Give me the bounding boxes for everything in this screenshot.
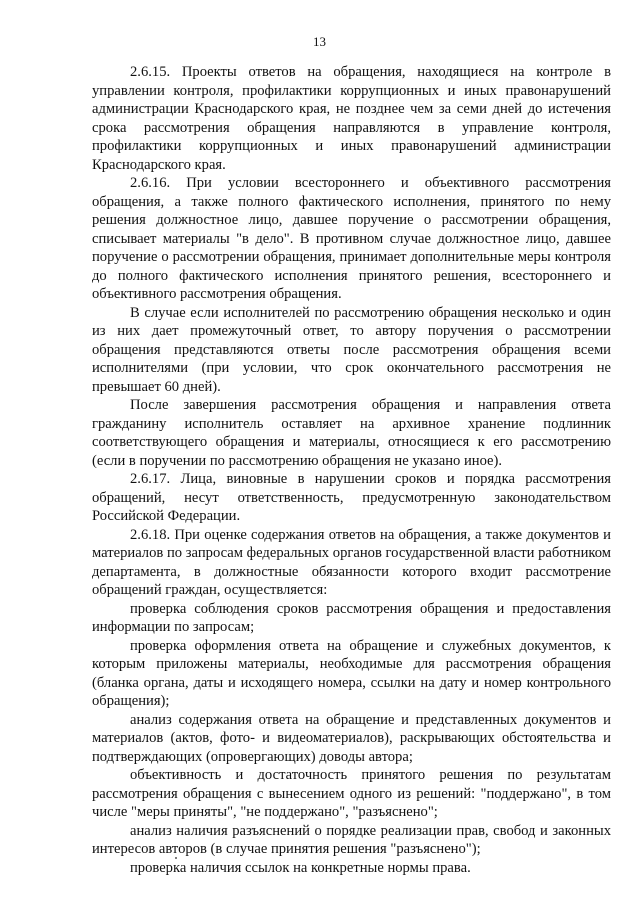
paragraph-2-6-15: 2.6.15. Проекты ответов на обращения, находящиеся на контроле в управлении контроля, профилактики коррупционных и иных правонарушений администрации Краснодарского края, не позднее чем за семи дней до истечения срока рассмотрения обращения направляются в управление контроля, профилактики коррупционных и иных правонарушений администрации Краснодарского края. bbox=[92, 64, 611, 173]
scan-speck bbox=[175, 857, 177, 859]
list-item-decision-objectivity: объективность и достаточность принятого решения по результатам рассмотрения обращения с вынесением одного из решений: "поддержано", в том числе "меры приняты", "не поддержано", "разъяснено"; bbox=[92, 767, 611, 820]
paragraph-2-6-16: 2.6.16. При условии всестороннего и объективного рассмотрения обращения, а также полного фактического исполнения, принятого по нему решения должностное лицо, давшее поручение о рассмотрении обращения, списывает материалы "в дело". В противном случае должностное лицо, давшее поручение о рассмотрении обращения, принимает дополнительные меры контроля до полного фактического исполнения принятого решения, всестороннего и объективного рассмотрения обращения. bbox=[92, 175, 611, 302]
paragraph-multiple-executors: В случае если исполнителей по рассмотрению обращения несколько и один из них дает промежуточный ответ, то автору поручения о рассмотрении обращения представляются ответы после рассмотрения обращения всеми исполнителями (при условии, что срок окончательного рассмотрения не превышает 60 дней). bbox=[92, 304, 611, 395]
list-item-legal-references-check: проверка наличия ссылок на конкретные нормы права. bbox=[130, 859, 471, 876]
paragraph-2-6-18: 2.6.18. При оценке содержания ответов на обращения, а также документов и материалов по запросам федеральных органов государственной власти работником департамента, в должностные обязанности которого входит рассмотрение обращений граждан, осуществляется: bbox=[92, 526, 611, 598]
list-item-content-analysis: анализ содержания ответа на обращение и представленных документов и материалов (актов, фото- и видеоматериалов), раскрывающих обстоятельства и подтверждающих (опровергающих) доводы автора; bbox=[92, 711, 611, 765]
list-item-explanations-analysis: анализ наличия разъяснений о порядке реализации прав, свобод и законных интересов авторов (в случае принятия решения "разъяснено"); bbox=[92, 822, 611, 857]
paragraph-2-6-17: 2.6.17. Лица, виновные в нарушении сроков и порядка рассмотрения обращений, несут ответственность, предусмотренную законодательством Российской Федерации. bbox=[92, 471, 611, 524]
page-number: 13 bbox=[313, 34, 326, 49]
list-item-deadline-check: проверка соблюдения сроков рассмотрения обращения и предоставления информации по запросам; bbox=[92, 600, 611, 635]
list-item-formatting-check: проверка оформления ответа на обращение и служебных документов, к которым приложены материалы, необходимые для рассмотрения обращения (бланка органа, даты и исходящего номера, ссылки на дату и номер контрольного обращения); bbox=[92, 637, 611, 709]
document-body bbox=[92, 63, 611, 877]
paragraph-archive-storage: После завершения рассмотрения обращения и направления ответа гражданину исполнитель оставляет на архивное хранение подлинник соответствующего обращения и материалы, относящиеся к его рассмотрению (если в поручении по рассмотрению обращения не указано иное). bbox=[92, 397, 611, 469]
